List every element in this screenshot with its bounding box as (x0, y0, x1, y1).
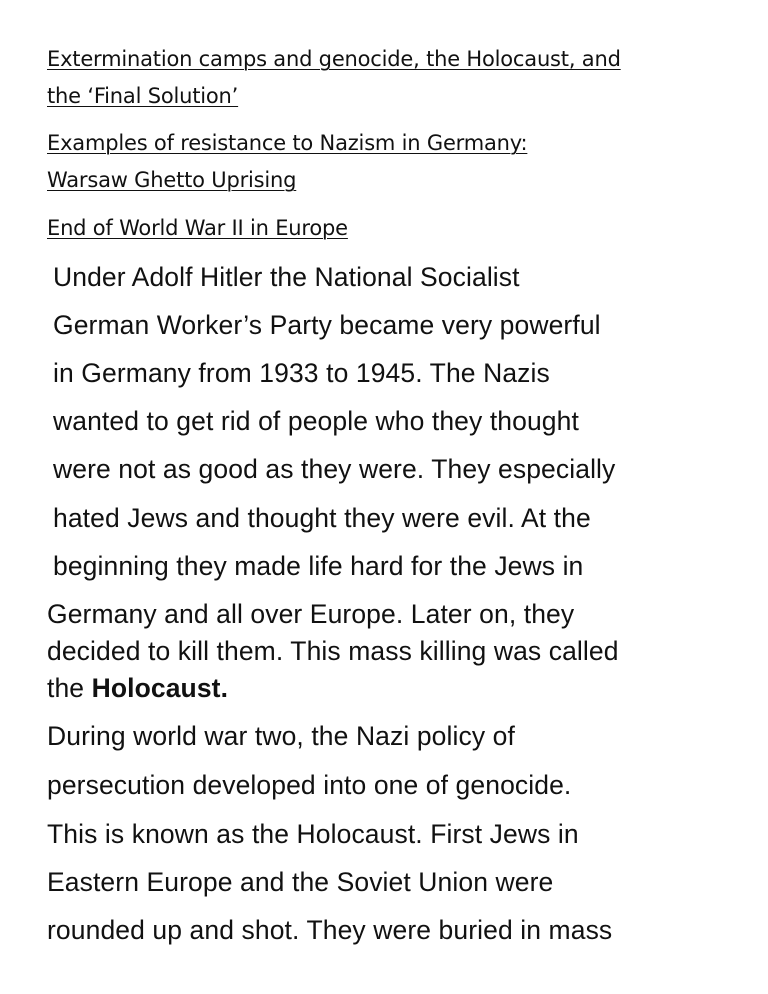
holocaust-bold-term: Holocaust. (91, 673, 229, 703)
paragraph2-line: This is known as the Holocaust. First Jews in (47, 819, 579, 849)
paragraph1-line: were not as good as they were. They especially (53, 454, 616, 484)
paragraph2-line: rounded up and shot. They were buried in mass (47, 915, 613, 945)
topic-heading-final-solution: the ‘Final Solution’ (47, 84, 239, 108)
paragraph1-line: German Worker’s Party became very powerful (53, 310, 601, 340)
paragraph1-last-line (47, 672, 228, 704)
paragraph1-line: Germany and all over Europe. Later on, they (47, 599, 575, 629)
paragraph1-last-line-prefix: the (47, 673, 92, 703)
paragraph1-line: Under Adolf Hitler the National Socialist (53, 262, 520, 292)
topic-heading-warsaw-ghetto: Warsaw Ghetto Uprising (47, 168, 297, 192)
paragraph1-line: decided to kill them. This mass killing was called (47, 636, 619, 666)
topic-heading-extermination-camps: Extermination camps and genocide, the Holocaust, and (47, 47, 621, 71)
topic-heading-end-of-war: End of World War II in Europe (47, 216, 348, 240)
paragraph2-line: Eastern Europe and the Soviet Union were (47, 867, 554, 897)
topic-heading-resistance: Examples of resistance to Nazism in Germany: (47, 131, 528, 155)
paragraph2-line: During world war two, the Nazi policy of (47, 721, 515, 751)
paragraph1-line: hated Jews and thought they were evil. At the (53, 503, 591, 533)
paragraph1-line: wanted to get rid of people who they thought (53, 406, 579, 436)
paragraph1-line: in Germany from 1933 to 1945. The Nazis (53, 358, 550, 388)
paragraph1-line: beginning they made life hard for the Jews in (53, 551, 584, 581)
paragraph2-line: persecution developed into one of genocide. (47, 770, 572, 800)
